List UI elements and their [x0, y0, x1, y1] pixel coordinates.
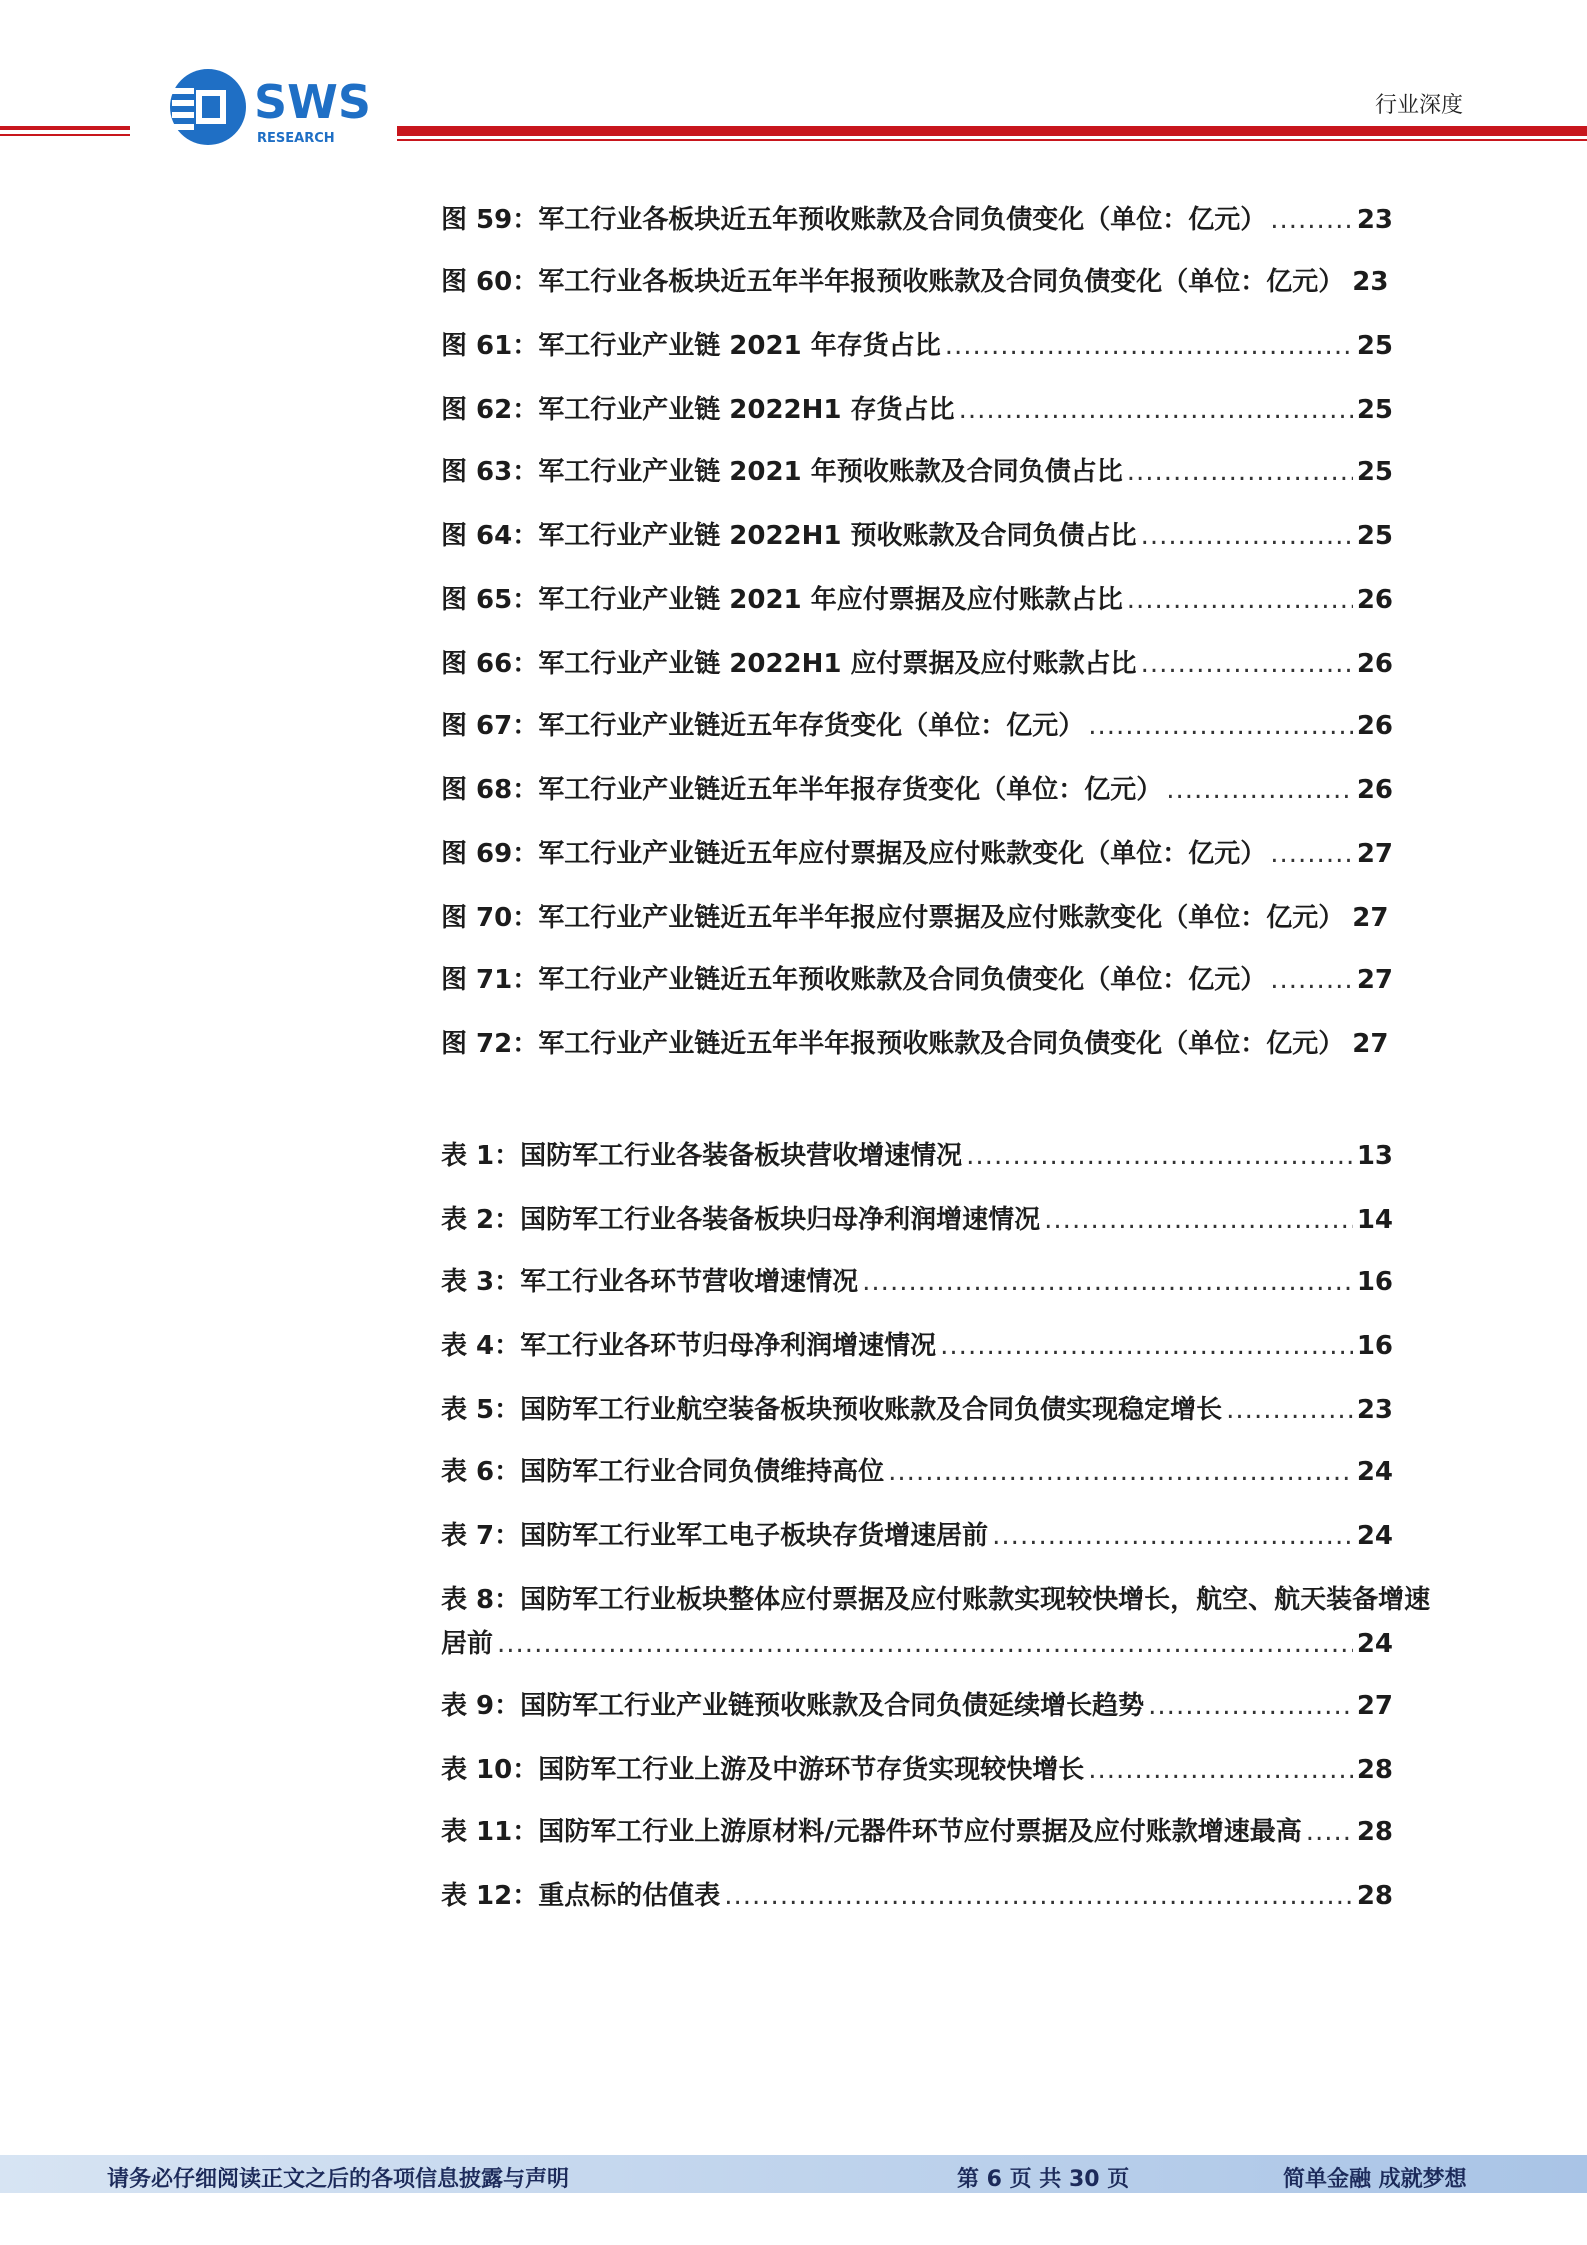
toc-entry-fig-65[interactable]: 图 65：军工行业产业链 2021 年应付票据及应付账款占比 ..... 26 — [441, 580, 1393, 620]
toc-entry-fig-66[interactable]: 图 66：军工行业产业链 2022H1 应付票据及应付账款占比 ..... 26 — [441, 644, 1393, 684]
footer-slogan: 简单金融 成就梦想 — [1283, 2167, 1467, 2192]
toc-entry-fig-61[interactable]: 图 61：军工行业产业链 2021 年存货占比 ..... 25 — [441, 326, 1393, 366]
toc-entry-fig-59[interactable]: 图 59：军工行业各板块近五年预收账款及合同负债变化（单位：亿元） ..... 23 — [441, 200, 1393, 240]
toc-entry-table-2[interactable]: 表 2：国防军工行业各装备板块归母净利润增速情况 ..... 14 — [441, 1200, 1393, 1240]
toc-entry-table-4[interactable]: 表 4：军工行业各环节归母净利润增速情况 ..... 16 — [441, 1326, 1393, 1366]
toc-entry-table-6[interactable]: 表 6：国防军工行业合同负债维持高位 ..... 24 — [441, 1452, 1393, 1492]
logo-text: SWS — [254, 75, 371, 129]
toc-entry-table-10[interactable]: 表 10：国防军工行业上游及中游环节存货实现较快增长 ..... 28 — [441, 1750, 1393, 1790]
header-rule-main-thin — [397, 139, 1587, 141]
toc-entry-fig-71[interactable]: 图 71：军工行业产业链近五年预收账款及合同负债变化（单位：亿元） ..... 27 — [441, 960, 1393, 1000]
toc-entry-table-11[interactable]: 表 11：国防军工行业上游原材料/元器件环节应付票据及应付账款增速最高 ..... 28 — [441, 1812, 1393, 1852]
toc-entry-fig-62[interactable]: 图 62：军工行业产业链 2022H1 存货占比 ..... 25 — [441, 390, 1393, 430]
header-rule-main — [397, 126, 1587, 136]
logo-mark-icon — [170, 69, 246, 145]
page-number: 第 6 页 共 30 页 — [957, 2167, 1130, 2192]
toc-entry-table-5[interactable]: 表 5：国防军工行业航空装备板块预收账款及合同负债实现稳定增长 ..... 23 — [441, 1390, 1393, 1430]
toc-entry-table-3[interactable]: 表 3：军工行业各环节营收增速情况 ..... 16 — [441, 1262, 1393, 1302]
toc-entry-fig-64[interactable]: 图 64：军工行业产业链 2022H1 预收账款及合同负债占比 ..... 25 — [441, 516, 1393, 556]
logo-subtext: RESEARCH — [257, 131, 335, 146]
toc-entry-table-9[interactable]: 表 9：国防军工行业产业链预收账款及合同负债延续增长趋势 ..... 27 — [441, 1686, 1393, 1726]
toc-entry-fig-69[interactable]: 图 69：军工行业产业链近五年应付票据及应付账款变化（单位：亿元） ..... 27 — [441, 834, 1393, 874]
toc-entry-table-8-line1[interactable]: 表 8：国防军工行业板块整体应付票据及应付账款实现较快增长，航空、航天装备增速 — [441, 1585, 1431, 1615]
header-rule-left — [0, 126, 130, 130]
footer-disclaimer: 请务必仔细阅读正文之后的各项信息披露与声明 — [107, 2167, 570, 2192]
toc-entry-table-7[interactable]: 表 7：国防军工行业军工电子板块存货增速居前 ..... 24 — [441, 1516, 1393, 1556]
toc-entry-table-8-line2[interactable]: 居前 ..... 24 — [441, 1624, 1393, 1664]
toc-entry-fig-67[interactable]: 图 67：军工行业产业链近五年存货变化（单位：亿元） ..... 26 — [441, 706, 1393, 746]
toc-entry-fig-68[interactable]: 图 68：军工行业产业链近五年半年报存货变化（单位：亿元） ..... 26 — [441, 770, 1393, 810]
toc-entry-fig-63[interactable]: 图 63：军工行业产业链 2021 年预收账款及合同负债占比 ..... 25 — [441, 452, 1393, 492]
toc-entry-table-1[interactable]: 表 1：国防军工行业各装备板块营收增速情况 ..... 13 — [441, 1136, 1393, 1176]
sws-logo — [166, 62, 396, 152]
toc-entry-table-12[interactable]: 表 12：重点标的估值表 ..... 28 — [441, 1876, 1393, 1916]
report-category: 行业深度 — [1374, 93, 1463, 118]
toc-entry-fig-60[interactable]: 图 60：军工行业各板块近五年半年报预收账款及合同负债变化（单位：亿元） 23 — [441, 267, 1389, 297]
toc-entry-fig-72[interactable]: 图 72：军工行业产业链近五年半年报预收账款及合同负债变化（单位：亿元） 27 — [441, 1029, 1389, 1059]
header-rule-left-thin — [0, 134, 130, 136]
toc-entry-fig-70[interactable]: 图 70：军工行业产业链近五年半年报应付票据及应付账款变化（单位：亿元） 27 — [441, 903, 1389, 933]
